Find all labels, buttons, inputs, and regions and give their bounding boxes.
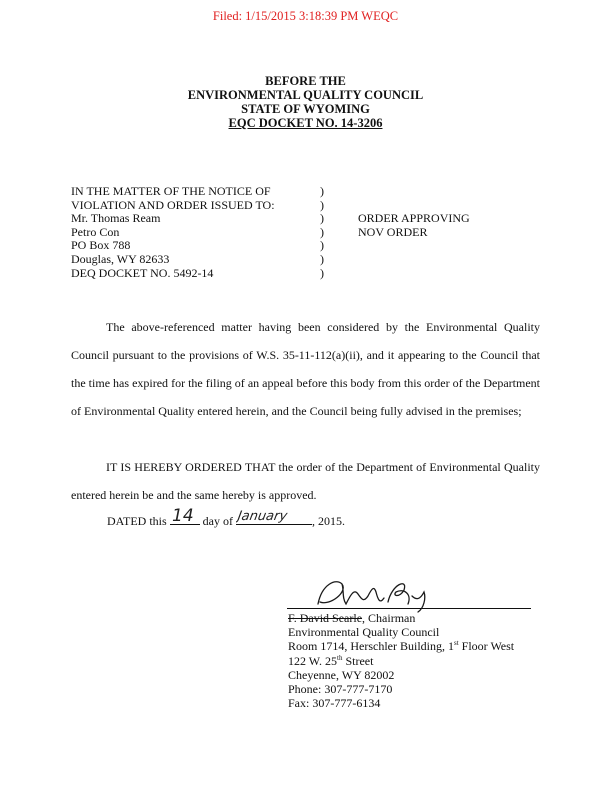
header-docket-number: EQC DOCKET NO. 14-3206 <box>228 116 383 130</box>
document-header <box>0 74 611 130</box>
order-title-line-1: ORDER APPROVING <box>358 211 470 225</box>
street-suffix: Street <box>342 653 374 668</box>
dated-suffix: , 2015. <box>312 514 345 528</box>
case-caption <box>71 185 275 280</box>
signature-block <box>288 611 514 710</box>
caption-line: VIOLATION AND ORDER ISSUED TO: <box>71 197 275 212</box>
caption-paren: ) <box>320 211 324 226</box>
room-floor: Floor West <box>458 639 515 654</box>
signer-title: , Chairman <box>362 611 416 625</box>
day-blank <box>170 506 200 526</box>
caption-line: DEQ DOCKET NO. 5492-14 <box>71 265 214 280</box>
caption-paren: ) <box>320 184 324 198</box>
dated-line <box>107 506 345 529</box>
caption-line: Douglas, WY 82633 <box>71 251 170 266</box>
signer-room <box>288 639 514 653</box>
caption-line: PO Box 788 <box>71 238 131 253</box>
caption-paren: ) <box>320 197 324 212</box>
caption-paren: ) <box>320 238 324 253</box>
order-title <box>358 212 470 239</box>
signer-line <box>288 611 514 625</box>
signer-fax: Fax: 307-777-6134 <box>288 696 381 711</box>
body-paragraph-text: IT IS HEREBY ORDERED THAT the order of the Department of Environmental Quality entered herein be and the same hereby is approved. <box>71 460 540 502</box>
signer-city: Cheyenne, WY 82002 <box>288 667 395 682</box>
signer-organization: Environmental Quality Council <box>288 625 440 640</box>
month-blank <box>236 510 312 525</box>
filed-stamp: Filed: 1/15/2015 3:18:39 PM WEQC <box>212 9 399 23</box>
dated-prefix: DATED this <box>107 514 167 528</box>
handwritten-month <box>236 504 316 526</box>
caption-paren: ) <box>320 265 324 280</box>
handwritten-day <box>168 502 200 526</box>
header-line-before: BEFORE THE <box>265 74 346 88</box>
signature-line <box>287 608 531 609</box>
body-paragraph-considered <box>71 313 540 425</box>
body-paragraph-ordered <box>71 453 540 509</box>
order-title-line-2: NOV ORDER <box>358 224 428 239</box>
caption-line: Petro Con <box>71 224 120 239</box>
handwritten-day-text: 14 <box>171 506 194 526</box>
caption-line: IN THE MATTER OF THE NOTICE OF <box>71 184 271 198</box>
room-text: Room 1714, Herschler Building, 1 <box>288 639 454 654</box>
body-paragraph-text: The above-referenced matter having been considered by the Environmental Quality Council pursuant to the provisions of W.S. 35-11-112(a)(ii), and it appearing to the Council that the time has expired for the filing of an appeal before this body from this order of the Department of Environmental Quality entered herein, and the Council being fully advised in the premises; <box>71 320 540 418</box>
dated-middle: day of <box>202 514 233 528</box>
header-line-council: ENVIRONMENTAL QUALITY COUNCIL <box>187 88 424 102</box>
caption-paren: ) <box>320 251 324 266</box>
signer-street <box>288 654 514 668</box>
room-ordinal: st <box>453 639 459 648</box>
caption-parentheses <box>320 185 324 280</box>
street-ordinal: th <box>337 653 343 662</box>
handwritten-month-text: January <box>236 509 289 524</box>
caption-paren: ) <box>320 224 324 239</box>
header-line-state: STATE OF WYOMING <box>241 102 370 116</box>
street-text: 122 W. 25 <box>288 653 338 668</box>
signer-name: F. David Searle <box>288 611 363 625</box>
caption-line: Mr. Thomas Ream <box>71 211 161 226</box>
signer-phone: Phone: 307-777-7170 <box>288 682 393 697</box>
